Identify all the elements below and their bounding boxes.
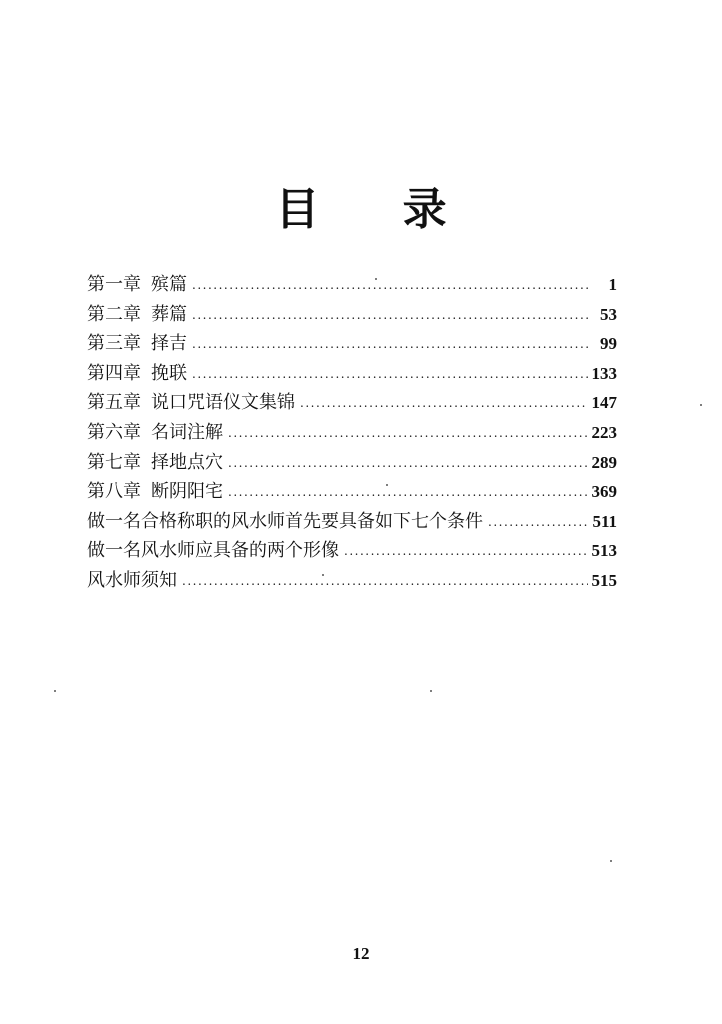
toc-leader-dots (182, 567, 588, 597)
page-title: 目 录 (275, 184, 481, 235)
toc-leader-dots (228, 449, 588, 479)
toc-page-number: 511 (592, 511, 617, 531)
toc-entry-label (87, 329, 187, 359)
toc-page-number: 1 (608, 275, 617, 294)
toc-leader-dots (344, 537, 588, 567)
toc-page-number: 515 (591, 570, 617, 590)
toc-chapter-number: 第二章 (87, 303, 141, 325)
toc-entry-label (87, 300, 187, 330)
toc-page-number: 369 (591, 482, 617, 502)
scan-speck (386, 484, 388, 486)
toc-chapter-number: 第七章 (87, 451, 141, 473)
toc-leader-dots (192, 301, 588, 331)
toc-entry (87, 477, 617, 507)
toc-entry (87, 507, 617, 537)
toc-entry (87, 418, 617, 448)
toc-entry-title: 择吉 (151, 333, 187, 355)
toc-chapter-number: 第一章 (87, 274, 141, 295)
toc-chapter-number: 第八章 (87, 481, 141, 503)
toc-entry (87, 448, 617, 478)
toc-entry-label (87, 359, 187, 389)
scan-speck (700, 404, 702, 406)
toc-entry-label (87, 536, 339, 566)
scan-speck (375, 278, 377, 280)
toc-entry (87, 359, 617, 389)
toc-page-number: 147 (591, 393, 617, 413)
toc-page-number: 133 (591, 363, 617, 383)
toc-entry-title: 断阴阳宅 (151, 481, 223, 503)
toc-entry (87, 536, 617, 566)
toc-leader-dots (192, 330, 588, 360)
toc-entry-label (87, 270, 187, 300)
toc-page-number: 223 (591, 422, 617, 442)
scan-speck (322, 574, 324, 576)
toc-entry (87, 388, 617, 418)
toc-entry-label (87, 477, 223, 507)
toc-entry-title: 挽联 (151, 362, 187, 384)
table-of-contents (87, 270, 617, 596)
toc-entry (87, 300, 617, 330)
toc-page-number: 289 (591, 452, 617, 472)
toc-entry-title: 殡篇 (151, 274, 187, 295)
toc-entry-title: 做一名风水师应具备的两个形像 (87, 540, 339, 562)
toc-page-number: 53 (600, 304, 617, 324)
page-number: 12 (352, 944, 370, 963)
toc-entry-label (87, 418, 223, 448)
toc-entry (87, 270, 617, 300)
toc-page-number: 513 (591, 541, 617, 561)
scan-speck (610, 860, 612, 862)
toc-entry-title: 择地点穴 (151, 451, 223, 473)
toc-entry-title: 风水师须知 (87, 569, 177, 591)
toc-leader-dots (488, 508, 588, 538)
scan-speck (430, 690, 432, 692)
toc-entry-label (87, 448, 223, 478)
toc-chapter-number: 第三章 (87, 333, 141, 355)
toc-entry-label (87, 388, 295, 418)
toc-entry-label (87, 566, 177, 596)
toc-leader-dots (228, 419, 588, 449)
toc-chapter-number: 第四章 (87, 362, 141, 384)
scan-speck (54, 690, 56, 692)
toc-entry-label (87, 507, 483, 537)
toc-entry (87, 566, 617, 596)
toc-leader-dots (192, 271, 588, 301)
toc-page-number: 99 (600, 334, 617, 354)
toc-leader-dots (192, 360, 588, 390)
toc-entry (87, 329, 617, 359)
toc-entry-title: 做一名合格称职的风水师首先要具备如下七个条件 (87, 510, 483, 532)
toc-leader-dots (300, 389, 588, 419)
toc-chapter-number: 第五章 (87, 392, 141, 414)
toc-leader-dots (228, 478, 588, 508)
toc-entry-title: 名词注解 (151, 421, 223, 443)
toc-entry-title: 说口咒语仪文集锦 (151, 392, 295, 414)
toc-entry-title: 葬篇 (151, 303, 187, 325)
toc-chapter-number: 第六章 (87, 421, 141, 443)
